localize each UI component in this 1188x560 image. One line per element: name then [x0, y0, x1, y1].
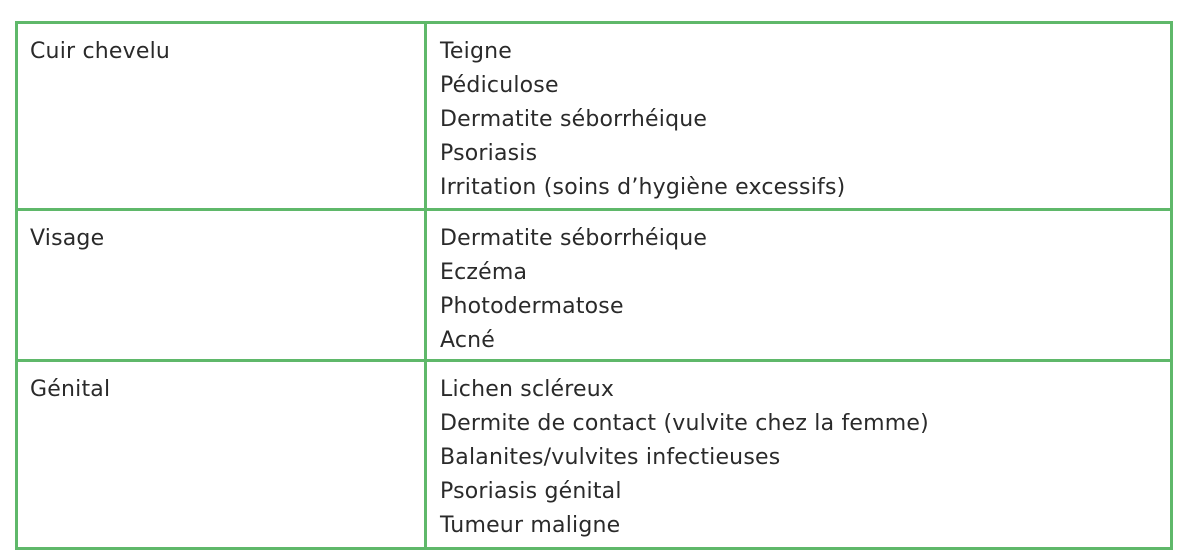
table-row-scalp: [17, 23, 1172, 210]
condition-item: Eczéma: [440, 260, 528, 285]
condition-item: Lichen scléreux: [440, 377, 615, 402]
conditions-cell: [426, 23, 1172, 210]
condition-item: Psoriasis: [440, 141, 538, 166]
conditions-cell: [426, 210, 1172, 361]
condition-item: Irritation (soins d’hygiène excessifs): [440, 175, 846, 200]
region-cell: [17, 210, 426, 361]
table-row-genital: [17, 361, 1172, 549]
condition-item: Dermatite séborrhéique: [440, 226, 708, 251]
condition-item: Psoriasis génital: [440, 479, 622, 504]
condition-item: Teigne: [440, 39, 512, 64]
condition-item: Tumeur maligne: [440, 513, 621, 538]
region-label: Cuir chevelu: [30, 39, 171, 64]
region-label: Génital: [30, 377, 111, 402]
condition-item: Acné: [440, 328, 496, 353]
condition-item: Pédiculose: [440, 73, 559, 98]
conditions-cell: [426, 361, 1172, 549]
table-row-face: [17, 210, 1172, 361]
region-label: Visage: [30, 226, 105, 251]
condition-item: Balanites/vulvites infectieuses: [440, 445, 781, 470]
conditions-table: [15, 21, 1173, 550]
condition-item: Photodermatose: [440, 294, 624, 319]
region-cell: [17, 361, 426, 549]
condition-item: Dermite de contact (vulvite chez la femme): [440, 411, 929, 436]
region-cell: [17, 23, 426, 210]
condition-item: Dermatite séborrhéique: [440, 107, 708, 132]
